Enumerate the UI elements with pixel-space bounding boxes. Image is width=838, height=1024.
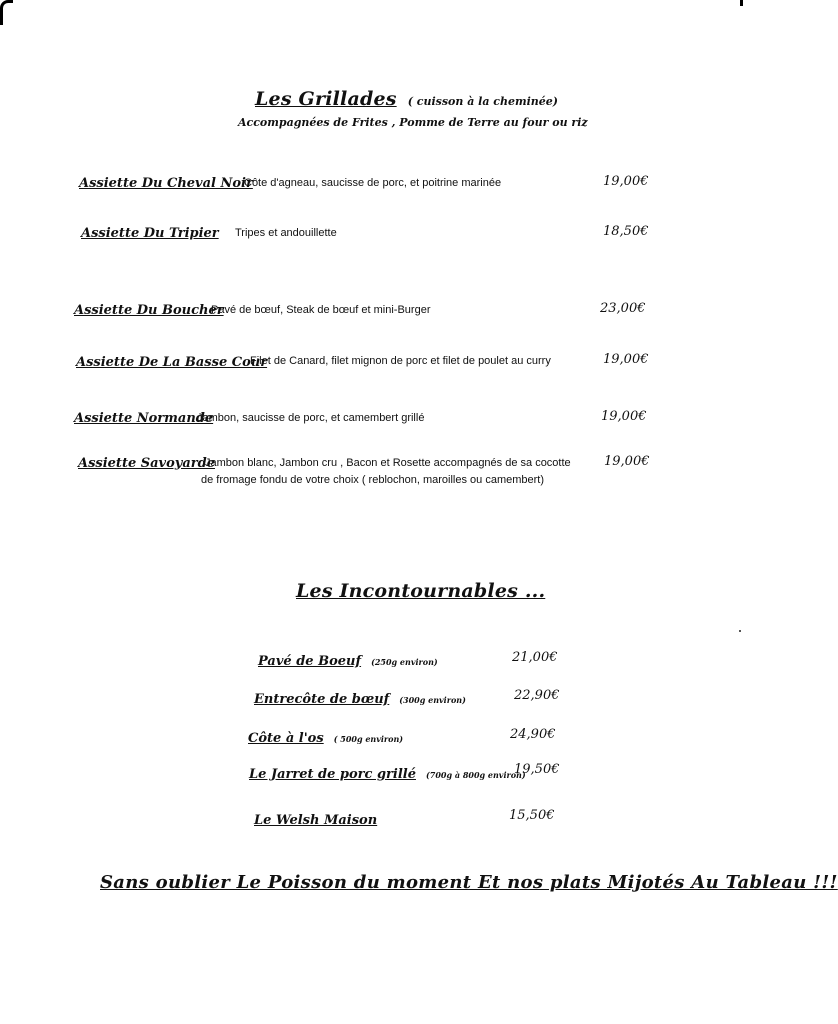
menu-item-name: Assiette De La Basse Cour [76, 355, 268, 370]
menu-item-price: 19,00€ [603, 174, 649, 189]
menu-item-price: 18,50€ [603, 224, 649, 239]
menu-item-name: Assiette Savoyarde [78, 456, 215, 471]
incontournable-note: (250g environ) [371, 657, 438, 667]
menu-item-description: Côte d'agneau, saucisse de porc, et poitrine marinée [244, 177, 502, 189]
incontournable-price: 15,50€ [509, 808, 555, 823]
menu-item-name: Assiette Du Tripier [81, 226, 219, 241]
grillades-note: ( cuisson à la cheminée) [407, 95, 558, 108]
scan-edge-mark [740, 0, 743, 6]
incontournable-item [258, 650, 438, 669]
incontournable-note: ( 500g environ) [333, 734, 404, 744]
menu-item-description: Filet de Canard, filet mignon de porc et filet de poulet au curry [250, 355, 551, 367]
menu-item-name: Assiette Normande [74, 411, 214, 426]
menu-item-description: Jambon blanc, Jambon cru , Bacon et Rosette accompagnés de sa cocotte [205, 457, 571, 469]
incontournable-item [248, 727, 403, 746]
incontournable-price: 24,90€ [510, 727, 556, 742]
scan-corner-mark [0, 0, 13, 25]
incontournable-price: 22,90€ [514, 688, 560, 703]
incontournable-name: Entrecôte de bœuf [254, 692, 390, 707]
scan-dot-mark [739, 630, 741, 632]
incontournable-name: Le Jarret de porc grillé [249, 767, 416, 782]
incontournable-item [249, 763, 526, 782]
footer-message: Sans oublier Le Poisson du moment Et nos plats Mijotés Au Tableau !!! [100, 872, 838, 893]
menu-item-price: 23,00€ [600, 301, 646, 316]
menu-item-description-line2: de fromage fondu de votre choix ( reblochon, maroilles ou camembert) [201, 474, 545, 486]
menu-item-price: 19,00€ [601, 409, 647, 424]
incontournable-item [254, 809, 377, 828]
incontournable-item [254, 688, 466, 707]
menu-item-description: Pavé de bœuf, Steak de bœuf et mini-Burger [211, 304, 431, 316]
menu-item-description: Tripes et andouillette [235, 227, 337, 239]
menu-item-name: Assiette Du Cheval Noir [79, 176, 253, 191]
menu-item-price: 19,00€ [604, 454, 650, 469]
menu-item-description: Jambon, saucisse de porc, et camembert grillé [197, 412, 425, 424]
incontournable-name: Côte à l'os [248, 731, 324, 746]
incontournables-title: Les Incontournables ... [296, 580, 546, 602]
incontournable-note: (300g environ) [399, 695, 466, 705]
grillades-title: Les Grillades [255, 88, 397, 110]
menu-item-price: 19,00€ [603, 352, 649, 367]
incontournable-name: Pavé de Boeuf [258, 654, 362, 669]
incontournable-price: 19,50€ [514, 762, 560, 777]
menu-item-name: Assiette Du Boucher [74, 303, 224, 318]
incontournable-note: (700g à 800g environ) [425, 770, 526, 780]
grillades-subtitle: Accompagnées de Frites , Pomme de Terre au four ou riz [238, 116, 588, 129]
grillades-header [255, 88, 558, 110]
incontournable-name: Le Welsh Maison [254, 813, 378, 828]
incontournable-price: 21,00€ [512, 650, 558, 665]
